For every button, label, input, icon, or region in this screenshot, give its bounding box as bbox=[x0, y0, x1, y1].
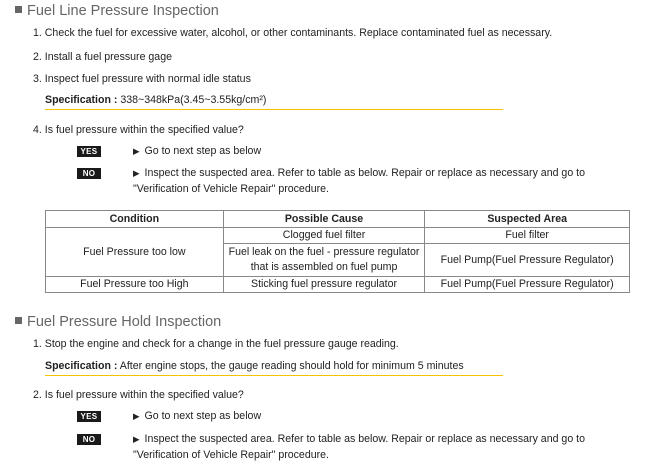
cause-sticking-regulator: Sticking fuel pressure regulator bbox=[223, 277, 425, 293]
yes-answer-text: Go to next step as below bbox=[144, 410, 262, 422]
cause-fuel-leak bbox=[223, 244, 425, 277]
step-3-inspect-pressure: 3. Inspect fuel pressure with normal idle status bbox=[33, 73, 251, 85]
header-possible-cause: Possible Cause bbox=[223, 211, 425, 228]
triangle-arrow-icon: ▶ bbox=[133, 434, 140, 444]
area-fuel-pump-low: Fuel Pump(Fuel Pressure Regulator) bbox=[425, 244, 630, 277]
spec-label: Specification : bbox=[45, 94, 118, 106]
yes-badge: YES bbox=[77, 411, 101, 422]
table-row bbox=[46, 277, 630, 293]
yes-answer bbox=[133, 143, 261, 159]
condition-cause-table bbox=[45, 210, 630, 293]
table-header-row bbox=[46, 211, 630, 228]
specification-pressure bbox=[45, 91, 503, 110]
step-4-question: 4. Is fuel pressure within the specified value? bbox=[33, 124, 244, 136]
section-title-fuel-pressure-hold: Fuel Pressure Hold Inspection bbox=[15, 314, 221, 330]
area-fuel-pump-high: Fuel Pump(Fuel Pressure Regulator) bbox=[425, 277, 630, 293]
header-condition: Condition bbox=[46, 211, 224, 228]
cause-clogged-filter: Clogged fuel filter bbox=[223, 228, 425, 244]
triangle-arrow-icon: ▶ bbox=[133, 146, 140, 156]
no-answer-text: Inspect the suspected area. Refer to table as below. Repair or replace as necessary and go to bbox=[144, 167, 585, 179]
condition-too-low: Fuel Pressure too low bbox=[46, 228, 224, 277]
condition-too-high: Fuel Pressure too High bbox=[46, 277, 224, 293]
section-title-fuel-line-pressure: Fuel Line Pressure Inspection bbox=[15, 3, 219, 19]
yes-answer bbox=[133, 408, 261, 424]
yes-answer-text: Go to next step as below bbox=[144, 145, 262, 157]
cause-fuel-leak-line2: that is assembled on fuel pump bbox=[250, 261, 398, 273]
step-2-question: 2. Is fuel pressure within the specified value? bbox=[33, 389, 244, 401]
step-1-check-fuel: 1. Check the fuel for excessive water, alcohol, or other contaminants. Replace contaminated fuel as necessary. bbox=[33, 27, 553, 39]
cause-fuel-leak-line1: Fuel leak on the fuel - pressure regulator bbox=[228, 246, 420, 258]
square-bullet-icon bbox=[15, 317, 22, 324]
no-answer bbox=[133, 431, 585, 463]
square-bullet-icon bbox=[15, 6, 22, 13]
step-2-install-gage: 2. Install a fuel pressure gage bbox=[33, 51, 172, 63]
yes-badge: YES bbox=[77, 146, 101, 157]
no-answer-text: Inspect the suspected area. Refer to table as below. Repair or replace as necessary and go to bbox=[144, 433, 585, 445]
table-row bbox=[46, 228, 630, 244]
no-answer bbox=[133, 165, 585, 197]
no-answer-text-line2: "Verification of Vehicle Repair" procedure. bbox=[133, 183, 329, 195]
spec-value: 338~348kPa(3.45~3.55kg/cm²) bbox=[117, 94, 267, 106]
spec-value: After engine stops, the gauge reading should hold for minimum 5 minutes bbox=[117, 360, 464, 372]
specification-hold bbox=[45, 357, 503, 376]
header-suspected-area: Suspected Area bbox=[425, 211, 630, 228]
triangle-arrow-icon: ▶ bbox=[133, 411, 140, 421]
area-fuel-filter: Fuel filter bbox=[425, 228, 630, 244]
no-badge: NO bbox=[77, 434, 101, 445]
step-1-stop-engine: 1. Stop the engine and check for a change in the fuel pressure gauge reading. bbox=[33, 338, 399, 350]
no-badge: NO bbox=[77, 168, 101, 179]
spec-label: Specification : bbox=[45, 360, 118, 372]
no-answer-text-line2: "Verification of Vehicle Repair" procedure. bbox=[133, 449, 329, 461]
triangle-arrow-icon: ▶ bbox=[133, 168, 140, 178]
